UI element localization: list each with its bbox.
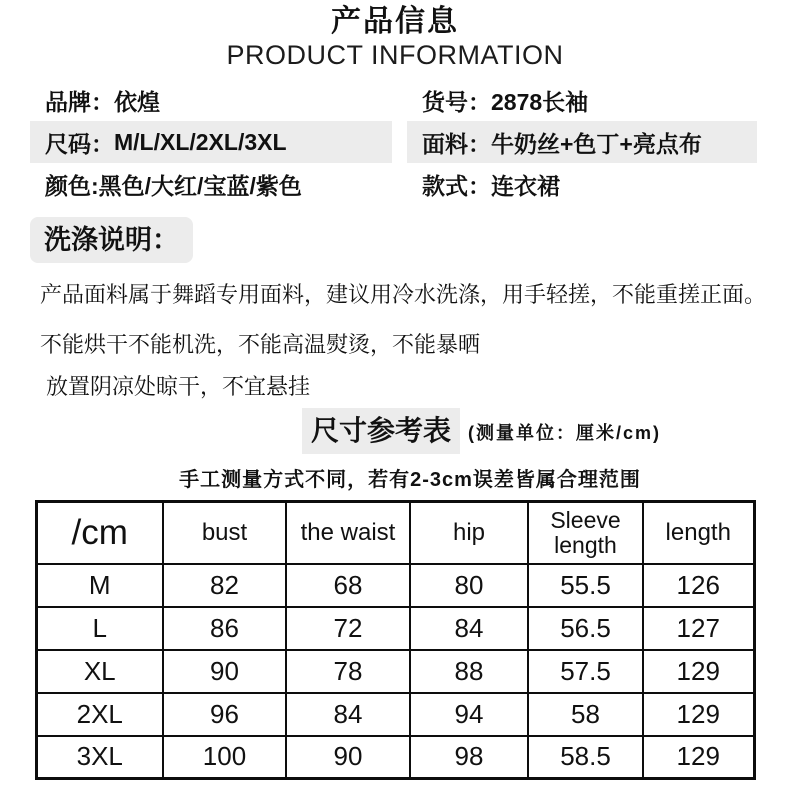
sleeve-cell: 58.5 (528, 736, 643, 779)
col-header-hip: hip (410, 502, 528, 564)
info-brand-value: 依煌 (114, 88, 160, 115)
sleeve-cell: 56.5 (528, 607, 643, 650)
bust-cell: 96 (163, 693, 286, 736)
size-chart-section (0, 408, 790, 780)
page-title-en: PRODUCT INFORMATION (226, 40, 564, 70)
page-header (0, 0, 790, 69)
info-brand (30, 79, 392, 121)
waist-cell: 84 (286, 693, 410, 736)
washing-line: 放置阴凉处晾干，不宜悬挂 (46, 374, 311, 399)
hip-cell: 84 (410, 607, 528, 650)
length-cell: 127 (643, 607, 754, 650)
info-color (30, 163, 392, 205)
length-cell: 129 (643, 650, 754, 693)
info-item-no (407, 79, 757, 121)
table-row-3xl (36, 736, 754, 779)
col-header-waist: the waist (286, 502, 410, 564)
sleeve-cell: 57.5 (528, 650, 643, 693)
col-header-cm: /cm (36, 502, 163, 564)
info-color-value: 黑色/大红/宝蓝/紫色 (98, 172, 302, 199)
waist-cell: 72 (286, 607, 410, 650)
size-chart-unit-note: (测量单位：厘米/cm) (468, 423, 662, 443)
table-row-l (36, 607, 754, 650)
waist-cell: 78 (286, 650, 410, 693)
info-fabric-label: 面料： (422, 130, 491, 157)
size-chart-heading-row (302, 408, 790, 454)
info-fabric-value: 牛奶丝+色丁+亮点布 (491, 130, 702, 157)
size-cell: L (36, 607, 163, 650)
size-table (35, 500, 756, 780)
washing-line: 产品面料属于舞蹈专用面料，建议用冷水洗涤，用手轻搓，不能重搓正面。 (40, 282, 767, 307)
table-row-m (36, 564, 754, 607)
col-header-bust: bust (163, 502, 286, 564)
hip-cell: 98 (410, 736, 528, 779)
table-row-2xl (36, 693, 754, 736)
length-cell: 126 (643, 564, 754, 607)
page-title-cn: 产品信息 (331, 5, 459, 38)
info-style (407, 163, 757, 205)
size-chart-tolerance-note: 手工测量方式不同，若有2-3cm误差皆属合理范围 (179, 469, 641, 491)
sleeve-cell: 58 (528, 693, 643, 736)
info-size-value: M/L/XL/2XL/3XL (114, 128, 287, 155)
size-cell: M (36, 564, 163, 607)
size-cell: XL (36, 650, 163, 693)
waist-cell: 90 (286, 736, 410, 779)
col-header-sleeve-length: Sleeve length (528, 502, 643, 564)
bust-cell: 82 (163, 564, 286, 607)
washing-section (0, 205, 790, 400)
bust-cell: 86 (163, 607, 286, 650)
size-cell: 3XL (36, 736, 163, 779)
bust-cell: 100 (163, 736, 286, 779)
length-cell: 129 (643, 736, 754, 779)
size-cell: 2XL (36, 693, 163, 736)
info-style-label: 款式： (422, 172, 491, 199)
info-color-label: 颜色: (45, 172, 99, 199)
hip-cell: 94 (410, 693, 528, 736)
bust-cell: 90 (163, 650, 286, 693)
info-item-no-value: 2878长袖 (491, 88, 589, 115)
info-item-no-label: 货号： (422, 88, 491, 115)
info-fabric (407, 121, 757, 163)
info-style-value: 连衣裙 (491, 172, 560, 199)
hip-cell: 88 (410, 650, 528, 693)
washing-heading: 洗涤说明： (30, 217, 193, 263)
sleeve-cell: 55.5 (528, 564, 643, 607)
info-size (30, 121, 392, 163)
washing-line: 不能烘干不能机洗，不能高温熨烫，不能暴晒 (40, 332, 481, 357)
size-chart-heading: 尺寸参考表 (302, 408, 460, 454)
col-header-length: length (643, 502, 754, 564)
hip-cell: 80 (410, 564, 528, 607)
size-table-header-row (36, 502, 754, 564)
info-brand-label: 品牌： (45, 88, 114, 115)
waist-cell: 68 (286, 564, 410, 607)
length-cell: 129 (643, 693, 754, 736)
product-info-section (30, 79, 757, 205)
table-row-xl (36, 650, 754, 693)
info-size-label: 尺码： (45, 130, 114, 157)
